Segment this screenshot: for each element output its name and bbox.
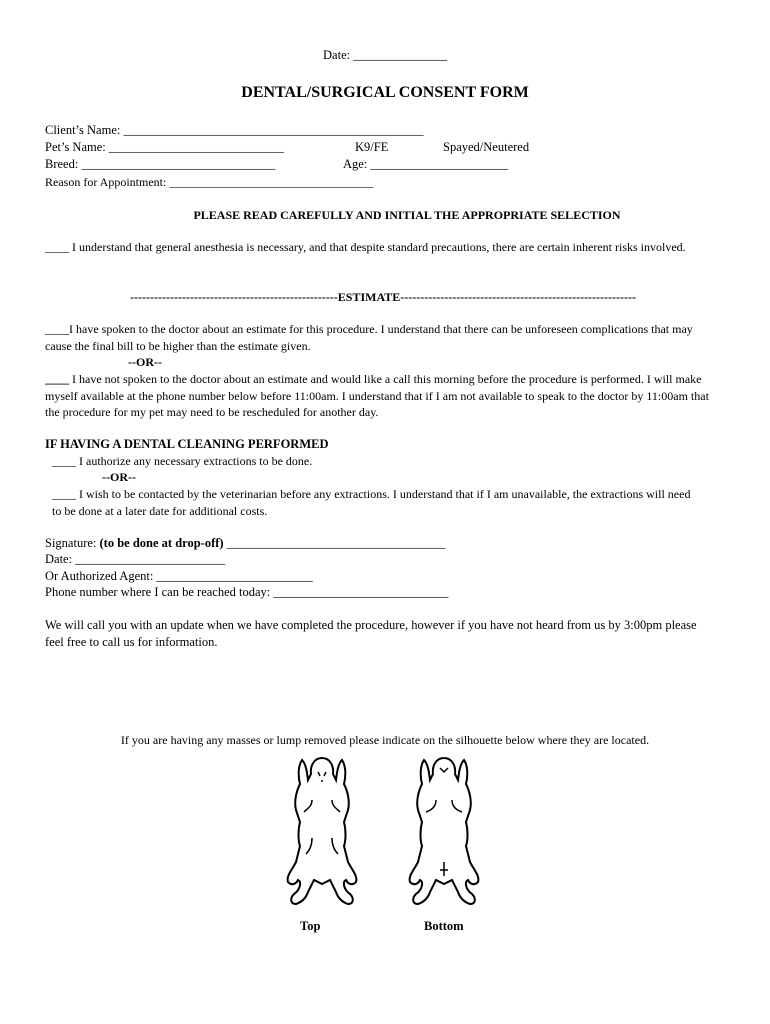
- silhouette-instruction: If you are having any masses or lump removed please indicate on the silhouette below where they are located.: [120, 733, 650, 747]
- form-title: DENTAL/SURGICAL CONSENT FORM: [241, 84, 529, 101]
- dental-or: --OR--: [102, 470, 136, 484]
- pet-name-field[interactable]: Pet’s Name: ____________________________: [45, 140, 284, 154]
- breed-field[interactable]: Breed: _______________________________: [45, 157, 276, 171]
- dog-silhouette-bottom[interactable]: [400, 752, 490, 914]
- update-note: We will call you with an update when we have completed the procedure, however if you have not heard from us by 3:00pm please feel free to call us for information.: [45, 618, 697, 649]
- bottom-label: Bottom: [424, 919, 464, 933]
- estimate-option-spoken[interactable]: ____I have spoken to the doctor about an estimate for this procedure. I understand that there can be unforeseen complications that may cause the final bill to be higher than the estimate given.: [45, 322, 693, 353]
- dog-silhouette-top[interactable]: [278, 752, 368, 914]
- estimate-divider: ----------------------------------------------------ESTIMATE-----------------------------------------------------------: [129, 290, 637, 304]
- dental-option-authorize[interactable]: ____ I authorize any necessary extractions to be done.: [52, 454, 313, 468]
- client-name-field[interactable]: Client’s Name: ________________________________________________: [45, 123, 424, 137]
- instruction-heading: PLEASE READ CAREFULLY AND INITIAL THE APPROPRIATE SELECTION: [193, 208, 621, 222]
- signature-label: Signature:: [45, 536, 100, 550]
- estimate-option-text: I have not spoken to the doctor about an estimate and would like a call this morning before the procedure is performed. I will make myself available at the phone number below before 11:00am. I understand that if I am not available to speak to the doctor by 11:00am that the procedure for my pet may need to be rescheduled for another day.: [45, 372, 709, 419]
- authorized-agent-field[interactable]: Or Authorized Agent: _________________________: [45, 569, 313, 583]
- date-line[interactable]: Date: _______________: [323, 48, 447, 62]
- estimate-initial-blank[interactable]: ____: [45, 372, 69, 386]
- dental-option-contact[interactable]: ____ I wish to be contacted by the veterinarian before any extractions. I understand that if I am unavailable, the extractions will need to be done at a later date for additional costs.: [52, 487, 691, 518]
- signature-date-field[interactable]: Date: ________________________: [45, 552, 226, 566]
- spayed-neutered-option[interactable]: Spayed/Neutered: [443, 140, 530, 154]
- signature-field[interactable]: [45, 535, 445, 552]
- k9-fe-option[interactable]: K9/FE: [355, 140, 389, 154]
- estimate-or: --OR--: [128, 355, 162, 369]
- reason-field[interactable]: Reason for Appointment: __________________________________: [45, 175, 374, 189]
- phone-field[interactable]: Phone number where I can be reached today: ____________________________: [45, 585, 449, 599]
- age-field[interactable]: Age: ______________________: [343, 157, 508, 171]
- estimate-option-not-spoken[interactable]: [45, 371, 720, 421]
- top-label: Top: [300, 919, 321, 933]
- dental-heading: IF HAVING A DENTAL CLEANING PERFORMED: [45, 437, 329, 451]
- signature-line[interactable]: ___________________________________: [223, 536, 446, 550]
- anesthesia-consent[interactable]: ____ I understand that general anesthesia is necessary, and that despite standard precautions, there are certain inherent risks involved.: [45, 240, 686, 254]
- signature-note: (to be done at drop-off): [99, 536, 224, 550]
